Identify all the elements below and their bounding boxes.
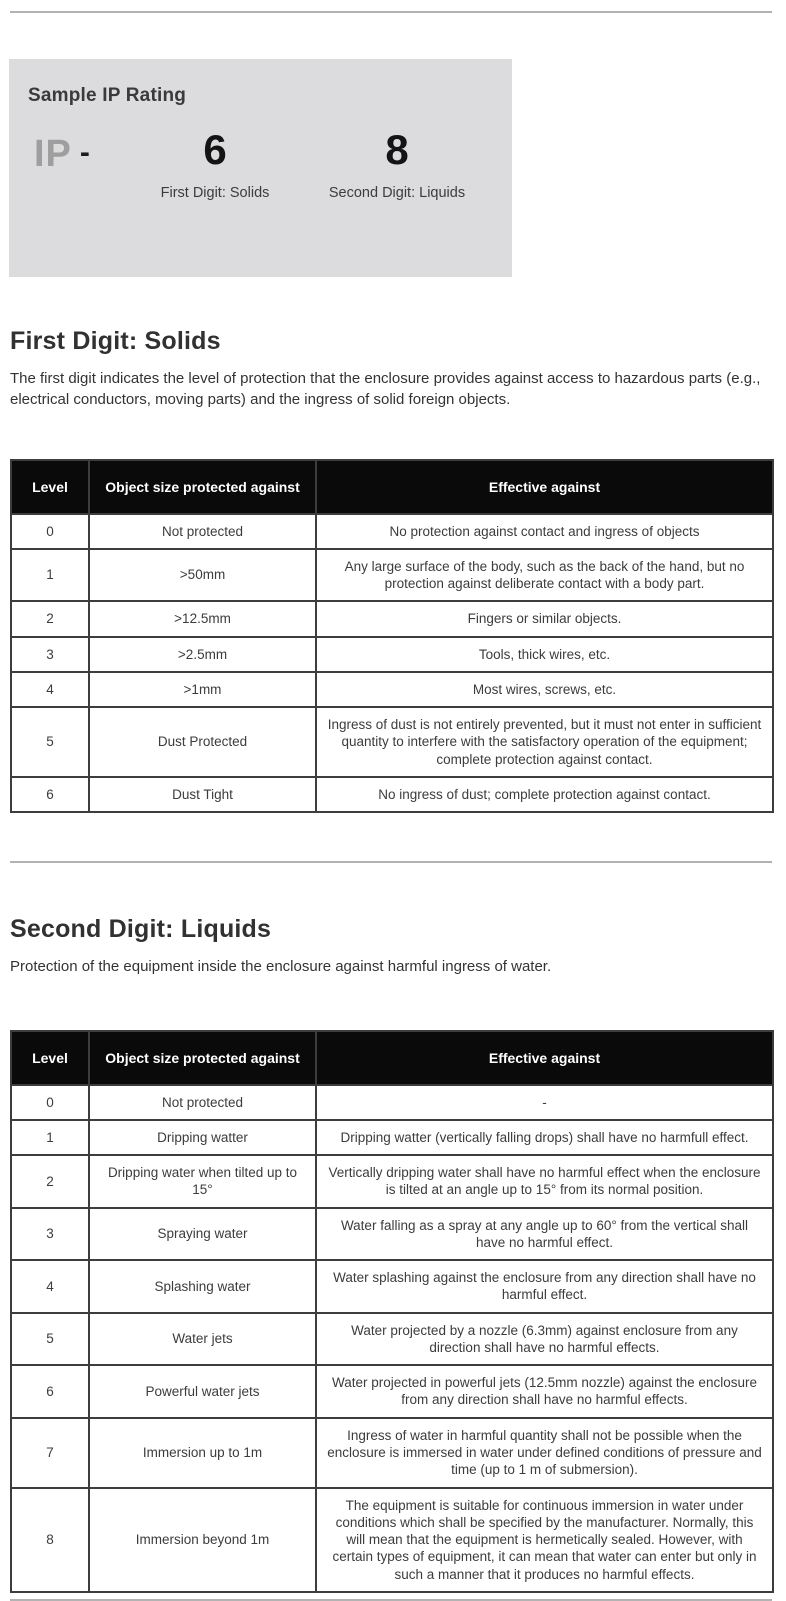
effective-against-cell: Tools, thick wires, etc. bbox=[316, 637, 773, 672]
section-divider bbox=[10, 861, 772, 863]
effective-against-cell: - bbox=[316, 1085, 773, 1120]
first-digit-value: 6 bbox=[203, 126, 227, 173]
column-header: Level bbox=[11, 460, 89, 514]
object-size-cell: Dripping watter bbox=[89, 1120, 316, 1155]
object-size-cell: >50mm bbox=[89, 549, 316, 602]
solids-table bbox=[10, 459, 774, 814]
object-size-cell: >12.5mm bbox=[89, 601, 316, 636]
effective-against-cell: Dripping watter (vertically falling drops) shall have no harmfull effect. bbox=[316, 1120, 773, 1155]
level-cell: 0 bbox=[11, 1085, 89, 1120]
level-cell: 4 bbox=[11, 1260, 89, 1313]
liquids-section-description: Protection of the equipment inside the enclosure against harmful ingress of water. bbox=[10, 958, 552, 976]
column-header: Object size protected against bbox=[89, 460, 316, 514]
level-cell: 3 bbox=[11, 1208, 89, 1261]
sample-rating-row bbox=[28, 126, 488, 201]
object-size-cell: Powerful water jets bbox=[89, 1365, 316, 1418]
level-cell: 1 bbox=[11, 549, 89, 602]
effective-against-cell: The equipment is suitable for continuous immersion in water under conditions which shall be specified by the manufacturer. Normally, this will mean that the equipment is hermetically sealed. However, with certain types of equipment, it can mean that water can enter but only in such a manner that it produces no harmful effects. bbox=[316, 1488, 773, 1592]
level-cell: 7 bbox=[11, 1418, 89, 1488]
effective-against-cell: Vertically dripping water shall have no harmful effect when the enclosure is tilted at an angle up to 15° from its normal position. bbox=[316, 1155, 773, 1208]
table-row bbox=[11, 601, 773, 636]
object-size-cell: Spraying water bbox=[89, 1208, 316, 1261]
effective-against-cell: Fingers or similar objects. bbox=[316, 601, 773, 636]
liquids-table bbox=[10, 1030, 774, 1593]
table-row bbox=[11, 1418, 773, 1488]
effective-against-cell: Water splashing against the enclosure from any direction shall have no harmful effect. bbox=[316, 1260, 773, 1313]
level-cell: 1 bbox=[11, 1120, 89, 1155]
object-size-cell: Dust Protected bbox=[89, 707, 316, 777]
first-digit-column bbox=[124, 126, 306, 201]
column-header: Effective against bbox=[316, 460, 773, 514]
ip-prefix-group bbox=[28, 129, 124, 176]
column-header: Level bbox=[11, 1031, 89, 1085]
table-row bbox=[11, 637, 773, 672]
ip-dash: - bbox=[79, 136, 90, 169]
effective-against-cell: Ingress of water in harmful quantity shall not be possible when the enclosure is immersed in water under defined conditions of pressure and time (up to 1 m of submersion). bbox=[316, 1418, 773, 1488]
object-size-cell: Water jets bbox=[89, 1313, 316, 1366]
object-size-cell: Dust Tight bbox=[89, 777, 316, 812]
effective-against-cell: Most wires, screws, etc. bbox=[316, 672, 773, 707]
object-size-cell: >2.5mm bbox=[89, 637, 316, 672]
table-row bbox=[11, 1208, 773, 1261]
table-row bbox=[11, 1120, 773, 1155]
table-row bbox=[11, 1313, 773, 1366]
object-size-cell: Not protected bbox=[89, 514, 316, 549]
level-cell: 0 bbox=[11, 514, 89, 549]
second-digit-caption: Second Digit: Liquids bbox=[328, 185, 466, 201]
top-divider bbox=[10, 11, 772, 13]
column-header: Object size protected against bbox=[89, 1031, 316, 1085]
table-row bbox=[11, 514, 773, 549]
solids-section-heading: First Digit: Solids bbox=[10, 327, 221, 355]
level-cell: 2 bbox=[11, 601, 89, 636]
liquids-section-heading: Second Digit: Liquids bbox=[10, 915, 272, 944]
object-size-cell: Not protected bbox=[89, 1085, 316, 1120]
second-digit-value: 8 bbox=[385, 126, 409, 173]
table-row bbox=[11, 707, 773, 777]
object-size-cell: Immersion up to 1m bbox=[89, 1418, 316, 1488]
table-row bbox=[11, 777, 773, 812]
table-header-row bbox=[11, 460, 773, 514]
ip-prefix-label: IP bbox=[34, 133, 72, 175]
effective-against-cell: Ingress of dust is not entirely prevented, but it must not enter in sufficient quantity to interfere with the satisfactory operation of the equipment; complete protection against contact. bbox=[316, 707, 773, 777]
table-row bbox=[11, 1365, 773, 1418]
column-header: Effective against bbox=[316, 1031, 773, 1085]
level-cell: 4 bbox=[11, 672, 89, 707]
level-cell: 3 bbox=[11, 637, 89, 672]
table-row bbox=[11, 672, 773, 707]
second-digit-column bbox=[306, 126, 488, 201]
table-row bbox=[11, 1260, 773, 1313]
table-row bbox=[11, 1155, 773, 1208]
level-cell: 2 bbox=[11, 1155, 89, 1208]
effective-against-cell: No ingress of dust; complete protection against contact. bbox=[316, 777, 773, 812]
level-cell: 6 bbox=[11, 1365, 89, 1418]
object-size-cell: Dripping water when tilted up to 15° bbox=[89, 1155, 316, 1208]
object-size-cell: Immersion beyond 1m bbox=[89, 1488, 316, 1592]
table-header-row bbox=[11, 1031, 773, 1085]
effective-against-cell: Water projected in powerful jets (12.5mm nozzle) against the enclosure from any direction shall have no harmful effects. bbox=[316, 1365, 773, 1418]
solids-section-description: The first digit indicates the level of protection that the enclosure provides against access to hazardous parts (e.g., electrical conductors, moving parts) and the ingress of solid foreign objects. bbox=[10, 370, 761, 409]
table-row bbox=[11, 1085, 773, 1120]
level-cell: 8 bbox=[11, 1488, 89, 1592]
effective-against-cell: No protection against contact and ingress of objects bbox=[316, 514, 773, 549]
sample-box-title: Sample IP Rating bbox=[28, 85, 187, 106]
level-cell: 6 bbox=[11, 777, 89, 812]
level-cell: 5 bbox=[11, 1313, 89, 1366]
level-cell: 5 bbox=[11, 707, 89, 777]
table-row bbox=[11, 549, 773, 602]
table-row bbox=[11, 1488, 773, 1592]
object-size-cell: Splashing water bbox=[89, 1260, 316, 1313]
object-size-cell: >1mm bbox=[89, 672, 316, 707]
effective-against-cell: Any large surface of the body, such as the back of the hand, but no protection against deliberate contact with a body part. bbox=[316, 549, 773, 602]
effective-against-cell: Water falling as a spray at any angle up to 60° from the vertical shall have no harmful effect. bbox=[316, 1208, 773, 1261]
first-digit-caption: First Digit: Solids bbox=[160, 185, 270, 201]
sample-ip-rating-box bbox=[9, 59, 512, 277]
effective-against-cell: Water projected by a nozzle (6.3mm) against enclosure from any direction shall have no harmful effects. bbox=[316, 1313, 773, 1366]
